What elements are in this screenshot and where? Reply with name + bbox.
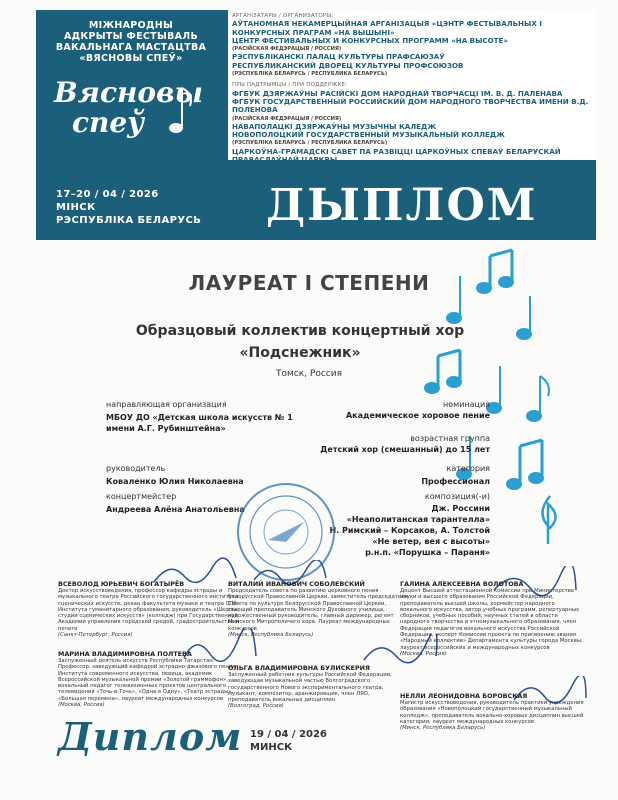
issue-city: МИНСК bbox=[250, 742, 293, 753]
festival-city: МІНСК bbox=[56, 202, 96, 213]
composition-label: композиция(-и) bbox=[424, 492, 490, 501]
supporter-name: НАВАПОЛАЦКІ ДЗЯРЖАЎНЫ МУЗЫЧНЫ КАЛЕДЖ bbox=[232, 121, 437, 131]
diploma-wordmark: Диплом bbox=[58, 714, 243, 759]
jury-name: НЕЛЛИ ЛЕОНИДОВНА БОРОВСКАЯ bbox=[400, 692, 528, 700]
jury-bio: Магистр искусствоведения, руководитель практики учреждения образования «Новополоцкий государственный музыкальный колледж», преподаватель вокально-хоровых дисциплин высшей категории, лауреат международных конкурсов bbox=[400, 700, 584, 725]
composition-item: «Неаполитанская тарантелла» bbox=[346, 515, 490, 524]
jury-name: МАРИНА ВЛАДИМИРОВНА ПОЛТЕВА bbox=[58, 650, 192, 658]
composition-item: Н. Римский – Корсаков, А. Толстой bbox=[329, 526, 490, 535]
title-band bbox=[36, 160, 596, 240]
organizer-name: РЭСПУБЛІКАНСКІ ПАЛАЦ КУЛЬТУРЫ ПРАФСАЮЗАЎ bbox=[232, 52, 445, 62]
supporter-region: (РАСІЙСКАЯ ФЕДЭРАЦЫЯ / РОССИЯ) bbox=[232, 115, 342, 122]
collective-line: «Подснежник» bbox=[239, 345, 361, 361]
jury-member bbox=[58, 580, 244, 638]
accompanist-value: Андреева Алёна Анатольевна bbox=[106, 505, 245, 514]
jury-member bbox=[228, 664, 408, 710]
festival-line: МІЖНАРОДНЫ bbox=[88, 20, 174, 31]
organizer-name-alt: РЕСПУБЛИКАНСКИЙ ДВОРЕЦ КУЛЬТУРЫ ПРОФСОЮЗОВ bbox=[232, 60, 464, 70]
festival-name bbox=[46, 20, 216, 64]
supporter-region: (РЭСПУБЛІКА БЕЛАРУСЬ / РЕСПУБЛИКА БЕЛАРУСЬ) bbox=[232, 140, 388, 147]
collective-line: Образцовый коллектив концертный хор bbox=[135, 323, 465, 339]
organizer-region: (РЭСПУБЛІКА БЕЛАРУСЬ / РЕСПУБЛИКА БЕЛАРУСЬ) bbox=[232, 71, 388, 78]
logo-line: спеў bbox=[72, 106, 144, 139]
jury-name: ГАЛИНА АЛЕКСЕЕВНА ВОЛОТОВА bbox=[400, 580, 524, 588]
festival-line: «ВЯСНОВЫ СПЕЎ» bbox=[79, 53, 183, 64]
jury-place: (Минск, Республика Беларусь) bbox=[400, 725, 486, 732]
organizer-name: АЎТАНОМНАЯ НЕКАМЕРЦЫЙНАЯ АРГАНІЗАЦЫЯ «ЦЭНТР ФЕСТЫВАЛЬНЫХ І КОНКУРСНЫХ ПРАГРАМ «НА ВЫШЫНІ» bbox=[232, 19, 542, 37]
supporter-name: ФГБУК ДЗЯРЖАЎНЫ РАСІЙСКІ ДОМ НАРОДНАЙ ТВОРЧАСЦІ ІМ. В. Д. ПАЛЕНАВА bbox=[232, 88, 563, 98]
leader-label: руководитель bbox=[106, 464, 166, 473]
collective-name bbox=[70, 320, 530, 364]
organizers-panel bbox=[228, 10, 596, 160]
org-value-line: МБОУ ДО «Детская школа искусств № 1 bbox=[106, 413, 293, 422]
collective-city: Томск, Россия bbox=[276, 369, 342, 379]
diploma-title: ДЫПЛОМ bbox=[266, 180, 538, 231]
nomination-label: номинация bbox=[443, 400, 490, 409]
jury-bio: Председатель совета по развитию церковного пения Белорусской Православной Церкви, заместитель председателя Совета по культуре Белорусской Православной Церкви, старший преподаватель Минского Духовного училища, художественный руководитель, главный дирижер, регент Минского Митрополичего хора. Лауреат международных конкурсов bbox=[228, 588, 408, 632]
jury-place: (Москва, Россия) bbox=[58, 702, 105, 709]
festival-country: РЭСПУБЛІКА БЕЛАРУСЬ bbox=[56, 215, 202, 226]
organizer-name-alt: ЦЕНТР ФЕСТИВАЛЬНЫХ И КОНКУРСНЫХ ПРОГРАММ «НА ВЫСОТЕ» bbox=[232, 35, 508, 45]
org-value-line: имени А.Г. Рубинштейна» bbox=[106, 424, 226, 433]
category-label: категория bbox=[446, 464, 490, 473]
jury-place: (Минск, Республика Беларусь) bbox=[228, 632, 314, 639]
festival-dates: 17–20 / 04 / 2026 bbox=[56, 189, 159, 200]
age-label: возрастная группа bbox=[410, 434, 490, 443]
logo-line: Вясновы bbox=[54, 76, 203, 109]
jury-member bbox=[400, 580, 588, 657]
festival-logo bbox=[54, 78, 204, 158]
jury-place: (Санкт-Петербург, Россия) bbox=[58, 632, 133, 639]
jury-member bbox=[58, 650, 244, 708]
accompanist-label: концертмейстер bbox=[106, 492, 177, 501]
composition-item: Дж. Россини bbox=[431, 504, 490, 513]
festival-line: ВАКАЛЬНАГА МАСТАЦТВА bbox=[55, 42, 207, 53]
jury-bio: Заслуженный работник культуры Российской Федерации, заведующая музыкальной частью Волгоградского государственного Нового экспериментального театра, музыкант, композитор, аранжировщик, член ЛЯО, преподаватель вокальных дисциплин bbox=[228, 672, 392, 704]
jury-bio: Доктор искусствоведения, профессор кафедры эстрады и музыкального театра Российского государственного института сценических искусств, декан факультета музыки и театра СПб Института гуманитарного образования, руководитель «Школы-студии сценических искусств» (колледж) при Государственной Академии управления городской средой, градостроительства и печати bbox=[58, 588, 239, 632]
jury-bio: Доцент Высшей аттестационной комиссии при Министерстве науки и высшего образования Российской Федерации, преподаватель высшей школы, хормейстер народного вокального искусства, автор учебных программ, репертуарных сборников, учебных пособий, научных статей в области народного творчества и этномузыкального образования, член Федерации педагогов вокального искусства Российской Федерации, эксперт Комиссии проекта по присвоению звания «Народный коллектив» Департамента культуры города Москвы, лауреат всероссийских и международных конкурсов bbox=[400, 588, 583, 651]
composition-item: «Не ветер, вея с высоты» bbox=[372, 537, 490, 546]
supporter-name-alt: ФГБУК ГОСУДАРСТВЕННЫЙ РОССИЙСКИЙ ДОМ НАРОДНОГО ТВОРЧЕСТВА ИМЕНИ В.Д. ПОЛЕНОВА bbox=[232, 96, 589, 115]
jury-name: ВСЕВОЛОД ЮРЬЕВИЧ БОГАТЫРЁВ bbox=[58, 580, 185, 588]
jury-name: ВИТАЛИЙ ИВАНОВИЧ СОБОЛЕВСКИЙ bbox=[228, 580, 365, 588]
festival-brand bbox=[36, 10, 224, 160]
jury-name: ОЛЬГА ВЛАДИМИРОВНА БУЛИСКЕРИЯ bbox=[228, 664, 370, 672]
age-value: Детский хор (смешанный) до 15 лет bbox=[320, 445, 490, 454]
supporter-name-alt: НОВОПОЛОЦКИЙ ГОСУДАРСТВЕННЫЙ МУЗЫКАЛЬНЫЙ КОЛЛЕДЖ bbox=[232, 130, 505, 140]
jury-member bbox=[400, 692, 588, 731]
logo-note-icon bbox=[54, 78, 204, 158]
nomination-value: Академическое хоровое пение bbox=[345, 411, 490, 420]
leader-value: Коваленко Юлия Николаевна bbox=[106, 477, 244, 486]
laureate-degree: ЛАУРЕАТ I СТЕПЕНИ bbox=[188, 271, 430, 295]
festival-line: АДКРЫТЫ ФЕСТЫВАЛЬ bbox=[63, 31, 199, 42]
supporter-name: ЦАРКОЎНА-ГРАМАДСКІ САВЕТ ПА РАЗВІЦЦІ ЦАРКОЎНЫХ СПЕВАЎ БЕЛАРУСКАЙ bbox=[232, 146, 561, 156]
header-panel bbox=[36, 10, 596, 160]
composition-item: р.н.п. «Порушка – Параня» bbox=[365, 548, 490, 557]
jury-place: (Волгоград, Россия) bbox=[228, 703, 284, 710]
festival-date-block bbox=[56, 188, 201, 227]
jury-place: (Москва, Россия) bbox=[400, 650, 447, 657]
issue-date: 19 / 04 / 2026 bbox=[250, 729, 327, 740]
category-value: Профессионал bbox=[421, 477, 490, 486]
support-caption: ПРЫ ПАДТРЫМЦЫ / ПРИ ПОДДЕРЖКЕ: bbox=[232, 82, 348, 89]
issue-date-block bbox=[250, 728, 327, 754]
org-value bbox=[106, 412, 293, 434]
jury-bio: Заслуженный деятель искусств Республики Татарстан. Профессор, заведующий кафедрой эстрадно-джазового пения Института современного искусства, певица, академик Всероссийской музыкальной премии «Золотой граммофон», вокальный педагог телевизионных проектов центрального телевидения «Точь-в-Точь», «Одна в Одну», «Театр эстрады», «Большая перемена», лауреат международных конкурсов bbox=[58, 658, 236, 702]
jury-member bbox=[228, 580, 410, 638]
organizers-caption: АРГАНІЗАТАРЫ / ОРГАНИЗАТОРЫ: bbox=[232, 13, 334, 19]
org-label: направляющая организация bbox=[106, 400, 227, 409]
organizer-region: (РАСІЙСКАЯ ФЕДЭРАЦЫЯ / РОССИЯ) bbox=[232, 46, 342, 53]
